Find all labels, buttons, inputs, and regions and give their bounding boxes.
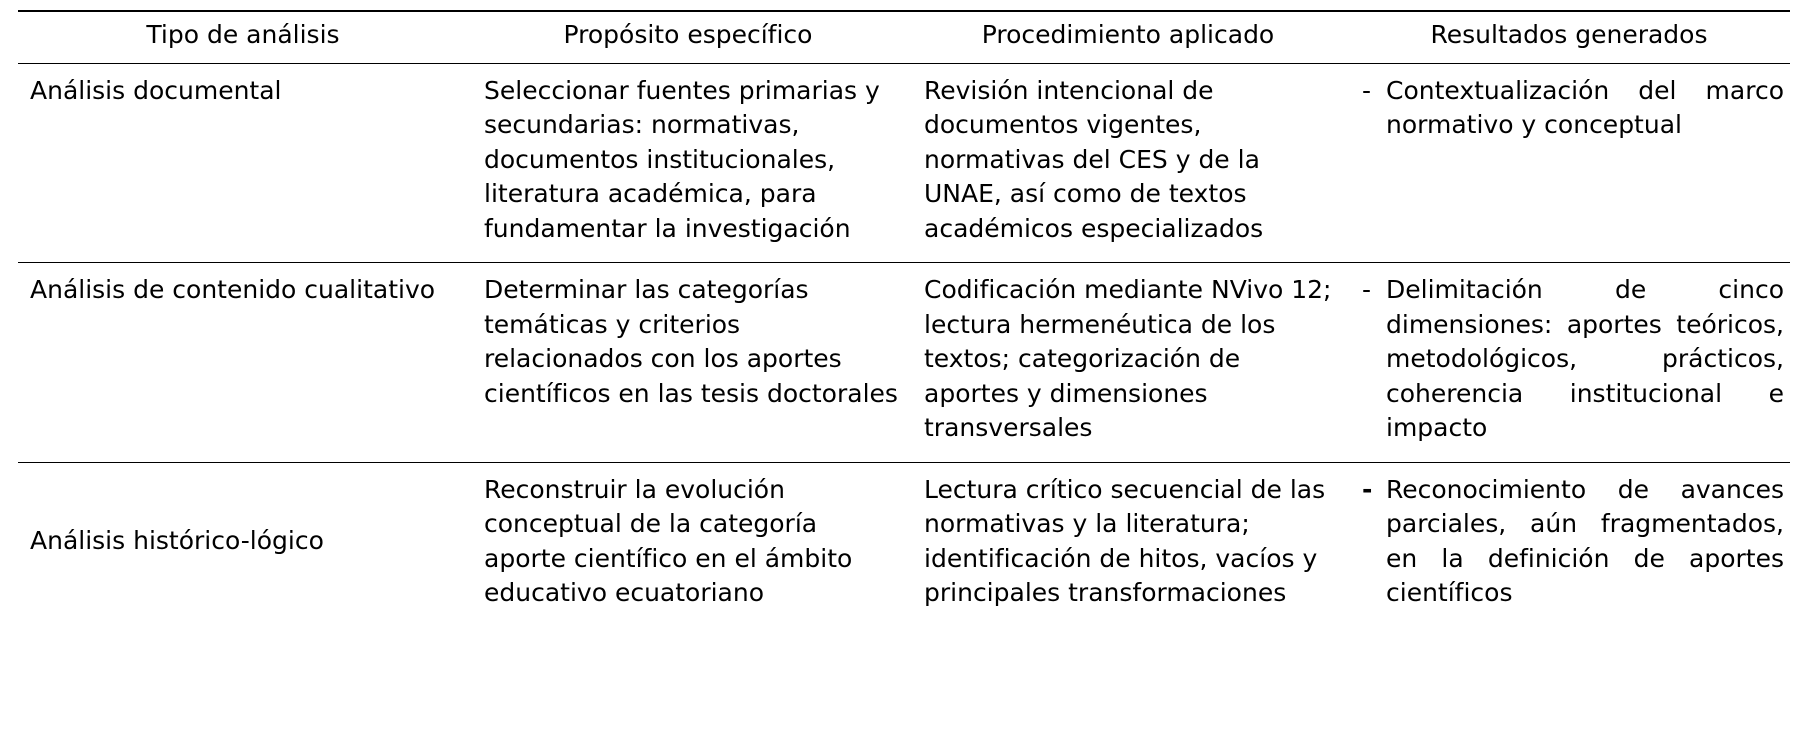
cell-tipo: [18, 263, 468, 463]
cell-resultados-text: Reconocimiento de avances parciales, aún fragmentados, en la definición de aportes científicos: [1386, 474, 1784, 607]
cell-procedimiento: [908, 462, 1348, 627]
cell-proposito: [468, 63, 908, 263]
result-list-item: [1362, 273, 1784, 446]
bullet-dash-icon: -: [1362, 474, 1373, 504]
table-row: [18, 462, 1790, 627]
cell-resultados-text: Delimitación de cinco dimensiones: aportes teóricos, metodológicos, prácticos, coherencia institucional e impacto: [1386, 275, 1784, 442]
cell-resultados-text: Contextualización del marco normativo y conceptual: [1386, 75, 1784, 139]
cell-procedimiento-text: Lectura crítico secuencial de las normativas y la literatura; identificación de hitos, vacíos y principales transformaciones: [924, 474, 1326, 607]
table-body: [18, 63, 1790, 627]
cell-procedimiento: [908, 63, 1348, 263]
cell-proposito-text: Seleccionar fuentes primarias y secundarias: normativas, documentos institucionales, literatura académica, para fundamentar la investigación: [484, 75, 880, 243]
cell-resultados: [1348, 263, 1790, 463]
cell-resultados: [1348, 63, 1790, 263]
cell-proposito: [468, 263, 908, 463]
cell-proposito-text: Determinar las categorías temáticas y criterios relacionados con los aportes científicos en las tesis doctorales: [484, 275, 898, 408]
column-header-procedimiento: Procedimiento aplicado: [908, 11, 1348, 63]
cell-tipo-text: Análisis de contenido cualitativo: [30, 275, 436, 304]
table-header: [18, 11, 1790, 63]
cell-procedimiento-text: Revisión intencional de documentos vigentes, normativas del CES y de la UNAE, así como de textos académicos especializados: [924, 75, 1264, 243]
cell-resultados: [1348, 462, 1790, 627]
cell-tipo-text: Análisis documental: [30, 75, 282, 105]
cell-proposito-text: Reconstruir la evolución conceptual de la categoría aporte científico en el ámbito educativo ecuatoriano: [484, 474, 853, 607]
cell-tipo-text: Análisis histórico-lógico: [30, 526, 324, 556]
column-header-resultados: Resultados generados: [1348, 11, 1790, 63]
result-list-item: [1362, 74, 1784, 143]
table-row: [18, 263, 1790, 463]
cell-tipo: [18, 462, 468, 627]
cell-procedimiento-text: Codificación mediante NVivo 12; lectura hermenéutica de los textos; categorización de aportes y dimensiones transversales: [924, 275, 1332, 442]
column-header-tipo: Tipo de análisis: [18, 11, 468, 63]
cell-tipo: [18, 63, 468, 263]
table-header-row: [18, 11, 1790, 63]
cell-procedimiento: [908, 263, 1348, 463]
cell-proposito: [468, 462, 908, 627]
result-list-item: [1362, 473, 1784, 611]
table-row: [18, 63, 1790, 263]
bullet-dash-icon: -: [1362, 275, 1372, 304]
column-header-proposito: Propósito específico: [468, 11, 908, 63]
bullet-dash-icon: -: [1362, 75, 1372, 105]
analysis-table: [18, 10, 1790, 627]
